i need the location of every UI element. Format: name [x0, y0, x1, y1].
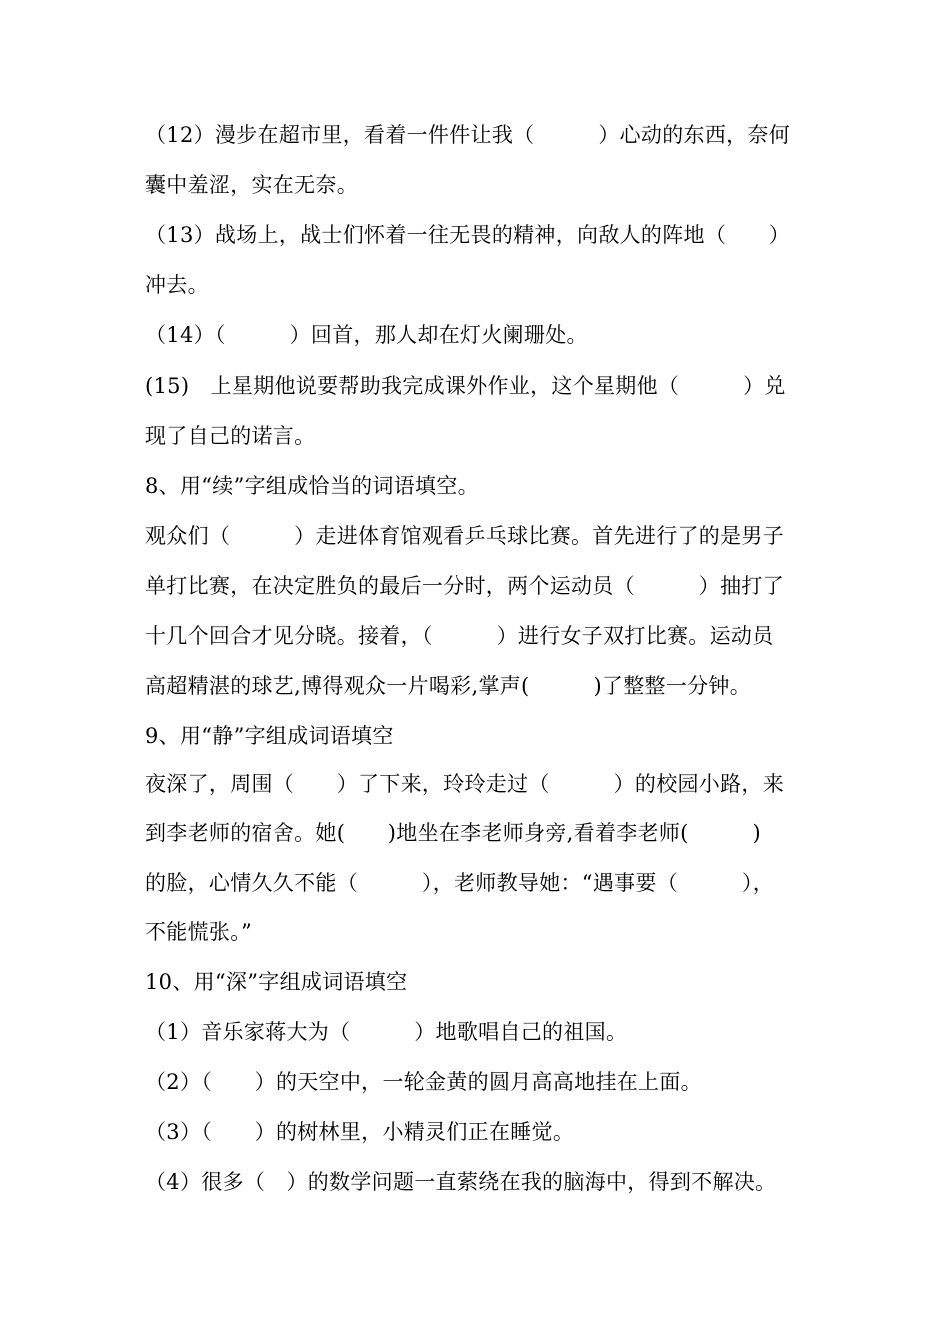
section-9-heading: 9、用“静”字组成词语填空 — [145, 724, 394, 748]
section-8-heading: 8、用“续”字组成恰当的词语填空。 — [145, 474, 479, 498]
section-8-paragraph-line-4: 高超精湛的球艺,博得观众一片喝彩,掌声( )了整整一分钟。 — [145, 674, 752, 698]
section-8-paragraph-line-1: 观众们（ ）走进体育馆观看乒乓球比赛。首先进行了的是男子 — [145, 524, 784, 548]
section-9-paragraph-line-3: 的脸，心情久久不能（ ），老师教导她：“遇事要（ ）， — [145, 871, 775, 895]
exercise-12-line-2: 囊中羞涩，实在无奈。 — [145, 173, 358, 197]
section-10-item-1: （1）音乐家蒋大为（ ）地歌唱自己的祖国。 — [145, 1020, 628, 1044]
section-9-paragraph-line-1: 夜深了，周围（ ）了下来，玲玲走过（ ）的校园小路，来 — [145, 772, 784, 796]
section-10-heading: 10、用“深”字组成词语填空 — [145, 970, 408, 994]
section-8-paragraph-line-3: 十几个回合才见分晓。接着，（ ）进行女子双打比赛。运动员 — [145, 624, 774, 648]
exercise-12-line-1: （12）漫步在超市里，看着一件件让我（ ）心动的东西，奈何 — [145, 123, 791, 147]
section-10-item-2: （2）（ ）的天空中，一轮金黄的圆月高高地挂在上面。 — [145, 1070, 702, 1094]
exercise-15-line-2: 现了自己的诺言。 — [145, 424, 316, 448]
exercise-14-line: （14）（ ）回首，那人却在灯火阑珊处。 — [145, 323, 588, 347]
exercise-13-line-2: 冲去。 — [145, 273, 209, 297]
section-9-paragraph-line-2: 到李老师的宿舍。她( )地坐在李老师身旁,看着李老师( ) — [145, 821, 762, 845]
exercise-15-line-1: (15) 上星期他说要帮助我完成课外作业，这个星期他（ ）兑 — [145, 374, 786, 398]
section-10-item-4: （4）很多（ ）的数学问题一直萦绕在我的脑海中，得到不解决。 — [145, 1170, 777, 1194]
section-10-item-3: （3）（ ）的树林里，小精灵们正在睡觉。 — [145, 1120, 575, 1144]
exercise-13-line-1: （13）战场上，战士们怀着一往无畏的精神，向敌人的阵地（ ） — [145, 223, 791, 247]
section-9-paragraph-line-4: 不能慌张。” — [145, 920, 253, 944]
section-8-paragraph-line-2: 单打比赛，在决定胜负的最后一分时，两个运动员（ ）抽打了 — [145, 574, 784, 598]
